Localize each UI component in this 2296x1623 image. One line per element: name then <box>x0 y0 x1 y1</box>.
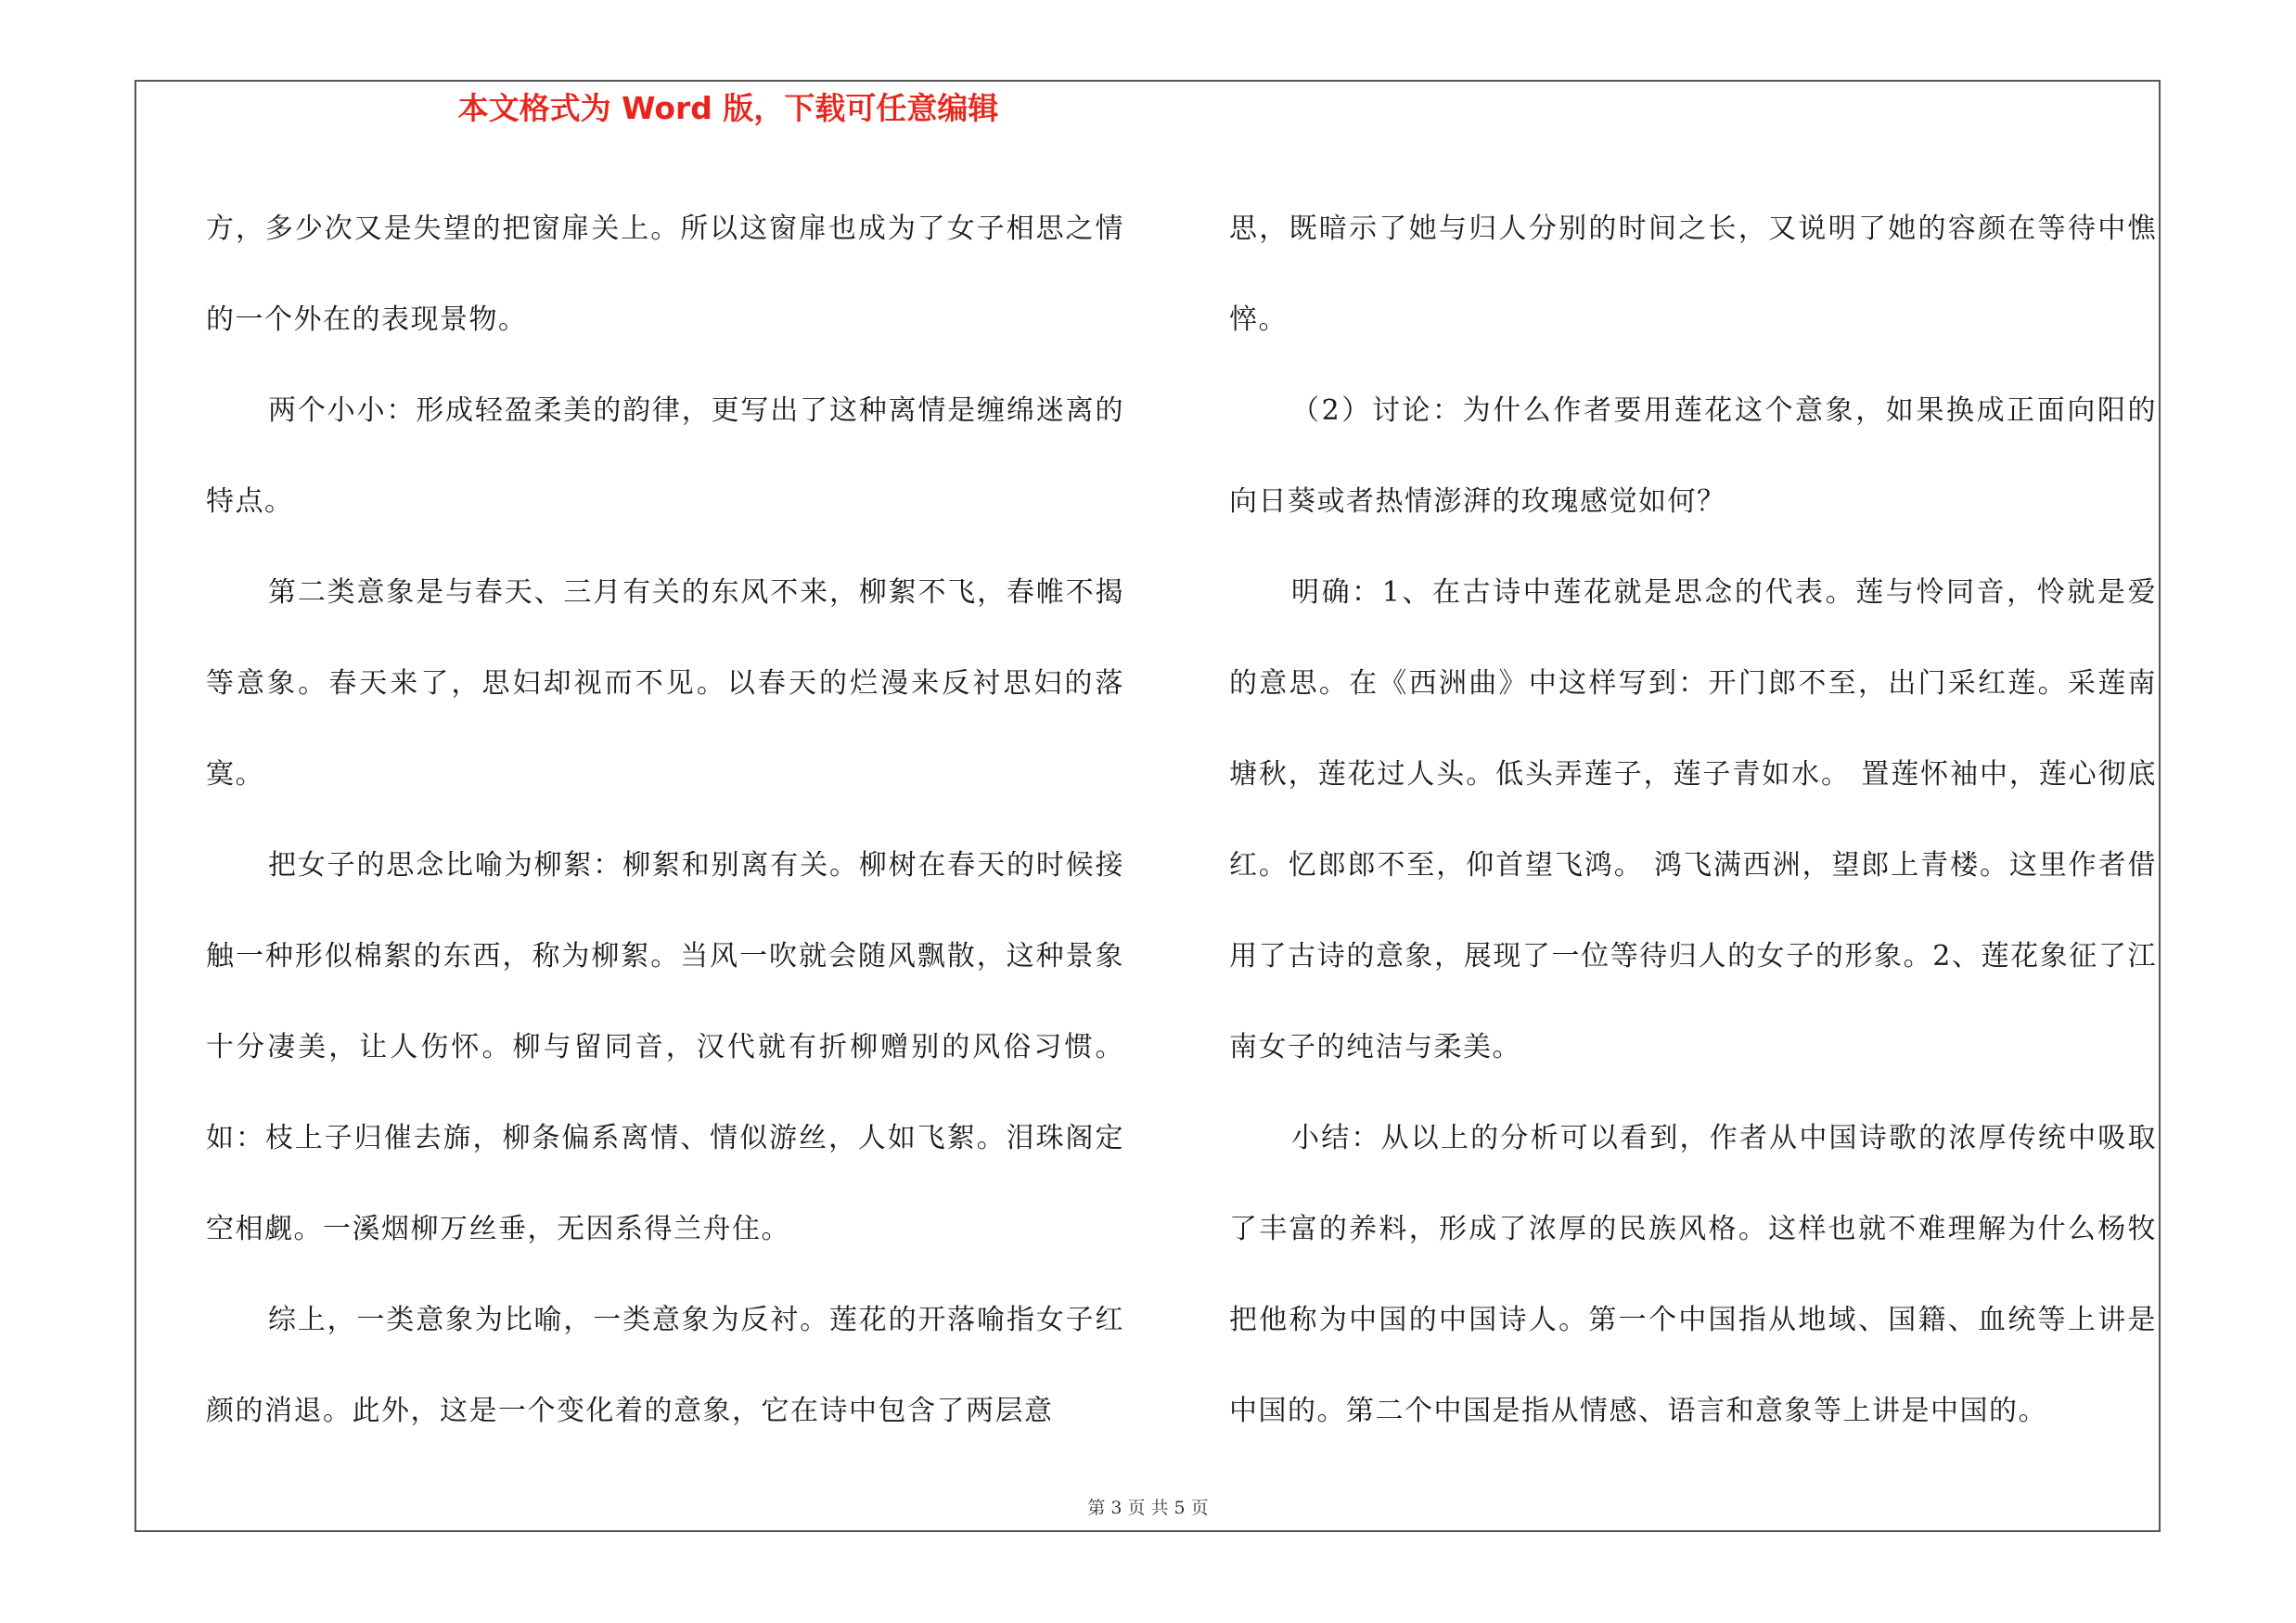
footer-prefix: 第 <box>1087 1498 1106 1518</box>
page-number-footer <box>0 1496 2296 1520</box>
paragraph: 方，多少次又是失望的把窗扉关上。所以这窗扉也成为了女子相思之情的一个外在的表现景物。 <box>206 213 1124 336</box>
paragraph: 把女子的思念比喻为柳絮：柳絮和别离有关。柳树在春天的时候接触一种形似棉絮的东西，称为柳絮。当风一吹就会随风飘散，这种景象十分凄美，让人伤怀。柳与留同音，汉代就有折柳赠别的风俗习惯。如：枝上子归催去旆，柳条偏系离情、情似游丝，人如飞絮。泪珠阁定空相觑。一溪烟柳万丝垂，无因系得兰舟住。 <box>206 849 1124 1245</box>
paragraph: （2）讨论：为什么作者要用莲花这个意象，如果换成正面向阳的向日葵或者热情澎湃的玫瑰感觉如何？ <box>1229 394 2157 518</box>
paragraph: 第二类意象是与春天、三月有关的东风不来，柳絮不飞，春帷不揭等意象。春天来了，思妇却视而不见。以春天的烂漫来反衬思妇的落寞。 <box>206 576 1124 791</box>
total-page-count: 5 <box>1174 1498 1186 1518</box>
right-text-column <box>1229 184 2157 1457</box>
left-text-column <box>206 184 1124 1457</box>
paragraph: 思，既暗示了她与归人分别的时间之长，又说明了她的容颜在等待中憔悴。 <box>1229 213 2157 336</box>
paragraph: 小结：从以上的分析可以看到，作者从中国诗歌的浓厚传统中吸取了丰富的养料，形成了浓厚的民族风格。这样也就不难理解为什么杨牧把他称为中国的中国诗人。第一个中国指从地域、国籍、血统等上讲是中国的。第二个中国是指从情感、语言和意象等上讲是中国的。 <box>1229 1122 2157 1427</box>
paragraph: 两个小小：形成轻盈柔美的韵律，更写出了这种离情是缠绵迷离的特点。 <box>206 394 1124 518</box>
format-notice-banner: 本文格式为 Word 版，下载可任意编辑 <box>457 90 999 126</box>
footer-middle: 页 共 <box>1127 1498 1169 1518</box>
footer-suffix: 页 <box>1190 1498 1209 1518</box>
paragraph: 明确：1、在古诗中莲花就是思念的代表。莲与怜同音，怜就是爱的意思。在《西洲曲》中这样写到：开门郎不至，出门采红莲。采莲南塘秋，莲花过人头。低头弄莲子，莲子青如水。 置莲怀袖中，莲心彻底红。忆郎郎不至，仰首望飞鸿。 鸿飞满西洲，望郎上青楼。这里作者借用了古诗的意象，展现了一位等待归人的女子的形象。2、莲花象征了江南女子的纯洁与柔美。 <box>1229 576 2157 1063</box>
paragraph: 综上，一类意象为比喻，一类意象为反衬。莲花的开落喻指女子红颜的消退。此外，这是一个变化着的意象，它在诗中包含了两层意 <box>206 1304 1124 1427</box>
current-page-number: 3 <box>1110 1498 1122 1518</box>
